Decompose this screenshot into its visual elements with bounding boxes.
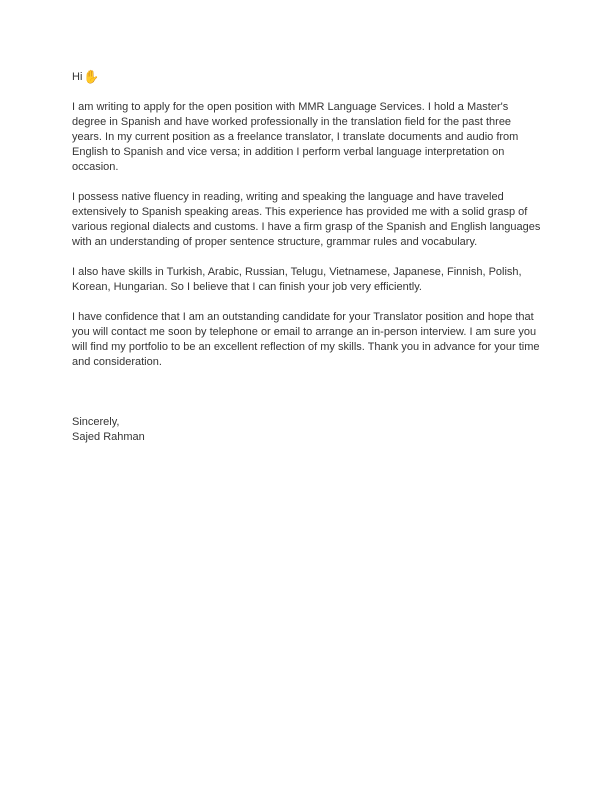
signature-name: Sajed Rahman	[72, 431, 145, 443]
paragraph-other-languages: I also have skills in Turkish, Arabic, Russian, Telugu, Vietnamese, Japanese, Finnish, Polish, Korean, Hungarian. So I believe that I can finish your job very efficiently.	[72, 266, 522, 293]
closing-line: Sincerely,	[72, 416, 120, 428]
paragraph-intro: I am writing to apply for the open position with MMR Language Services. I hold a Master's degree in Spanish and have worked professionally in the translation field for the past three years. In my current position as a freelance translator, I translate documents and audio from English to Spanish and vice versa; in addition I perform verbal language interpretation on occasion.	[72, 101, 519, 173]
signature-block	[72, 415, 542, 445]
waving-hand-icon: ✋	[83, 70, 100, 85]
paragraph-fluency: I possess native fluency in reading, writing and speaking the language and have traveled extensively to Spanish speaking areas. This experience has provided me with a solid grasp of various regional dialects and customs. I have a firm grasp of the Spanish and English languages with an understanding of proper sentence structure, grammar rules and vocabulary.	[72, 191, 541, 248]
greeting-text: Hi	[72, 71, 83, 83]
greeting-line	[72, 70, 542, 85]
paragraph-closing-pitch: I have confidence that I am an outstanding candidate for your Translator position and hope that you will contact me soon by telephone or email to arrange an in-person interview. I am sure you will find my portfolio to be an excellent reflection of my skills. Thank you in advance for your time and consideration.	[72, 311, 540, 368]
